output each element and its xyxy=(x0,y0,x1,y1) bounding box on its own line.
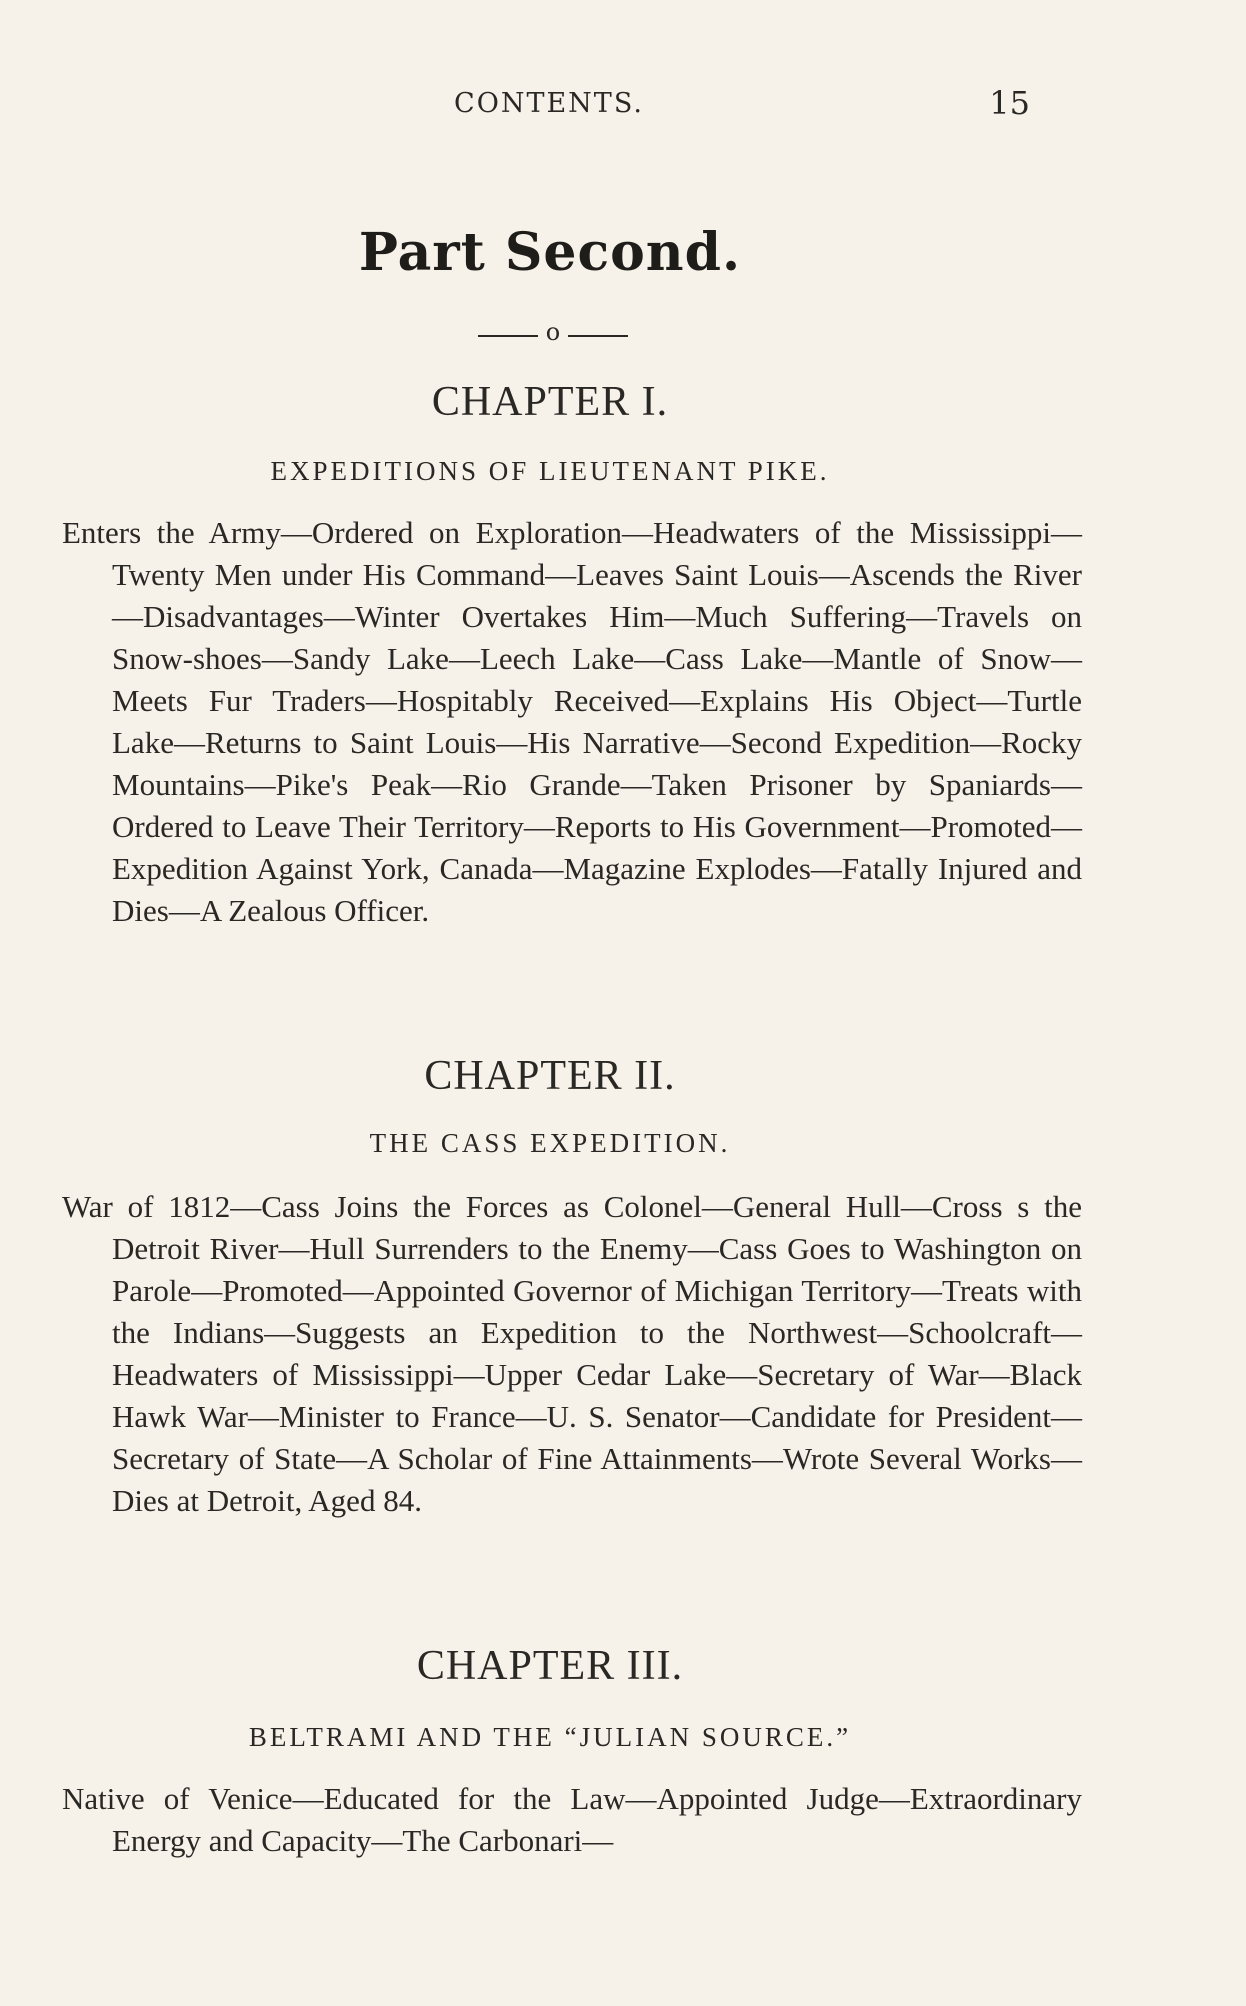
running-head xyxy=(0,84,1246,128)
divider-rule-left xyxy=(478,335,538,337)
part-title: Part Second. xyxy=(358,222,742,283)
chapter-3-summary: Native of Venice—Educated for the Law—Appointed Judge—Extraordinary Energy and Capacity—The Carbonari— xyxy=(62,1781,1082,1858)
chapter-3-heading: CHAPTER III. xyxy=(416,1643,684,1689)
divider-ornament: o xyxy=(545,318,561,346)
chapter-2-subtitle: THE CASS EXPEDITION. xyxy=(369,1128,731,1158)
chapter-1-summary: Enters the Army—Ordered on Exploration—Headwaters of the Mississippi—Twenty Men under His Command—Leaves Saint Louis—Ascends the River—Disadvantages—Winter Overtakes Him—Much Suffering—Travels on Snow-shoes—Sandy Lake—Leech Lake—Cass Lake—Mantle of Snow—Meets Fur Traders—Hospitably Received—Explains His Object—Turtle Lake—Returns to Saint Louis—His Narrative—Second Expedition—Rocky Mountains—Pike's Peak—Rio Grande—Taken Prisoner by Spaniards—Ordered to Leave Their Territory—Reports to His Government—Promoted—Expedition Against York, Canada—Magazine Explodes—Fatally Injured and Dies—A Zealous Officer. xyxy=(62,515,1082,928)
chapter-3-subtitle: BELTRAMI AND THE “JULIAN SOURCE.” xyxy=(248,1722,852,1752)
chapter-1-heading: CHAPTER I. xyxy=(431,379,669,425)
ornament-divider xyxy=(478,320,628,350)
chapter-1-subtitle: EXPEDITIONS OF LIEUTENANT PIKE. xyxy=(270,456,830,486)
chapter-2-heading: CHAPTER II. xyxy=(424,1053,676,1099)
page-number: 15 xyxy=(989,84,1030,122)
divider-rule-right xyxy=(568,335,628,337)
running-title: CONTENTS. xyxy=(454,88,644,119)
chapter-2-summary: War of 1812—Cass Joins the Forces as Colonel—General Hull—Cross s the Detroit River—Hull Surrenders to the Enemy—Cass Goes to Washington on Parole—Promoted—Appointed Governor of Michigan Territory—Treats with the Indians—Suggests an Expedition to the Northwest—Schoolcraft—Headwaters of Mississippi—Upper Cedar Lake—Secretary of War—Black Hawk War—Minister to France—U. S. Senator—Candidate for President—Secretary of State—A Scholar of Fine Attainments—Wrote Several Works—Dies at Detroit, Aged 84. xyxy=(62,1189,1082,1518)
